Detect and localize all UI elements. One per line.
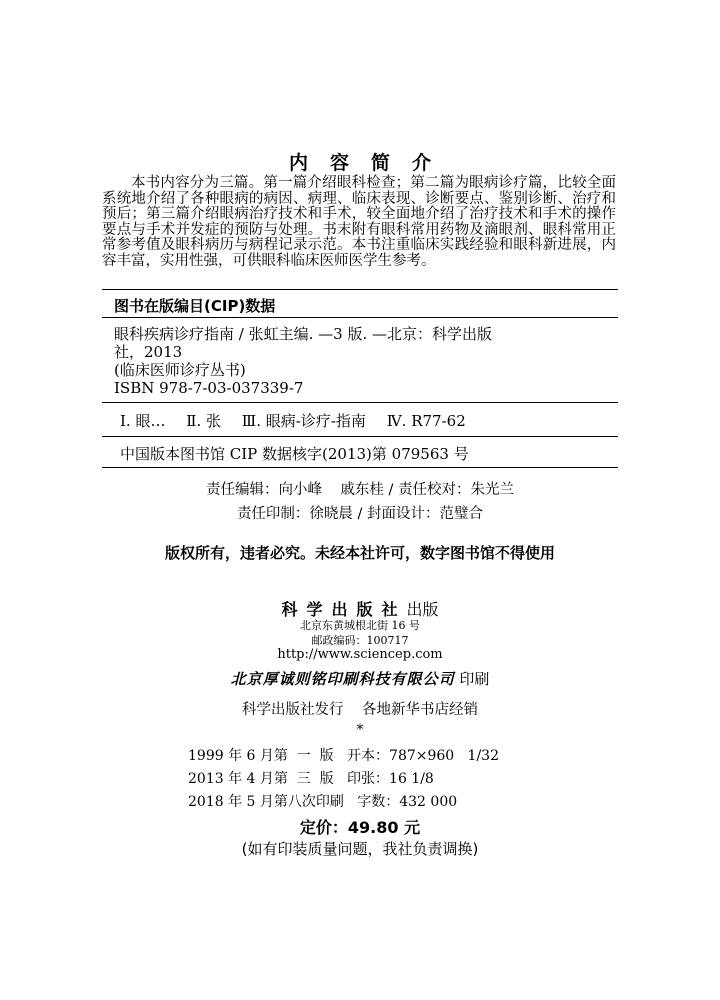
classification-item: Ⅲ. 眼病-诊疗-指南 bbox=[241, 412, 366, 430]
copyright-notice: 版权所有，违者必究。未经本社许可，数字图书馆不得使用 bbox=[164, 544, 555, 562]
classification-item: Ⅰ. 眼… bbox=[120, 412, 166, 430]
divider bbox=[102, 436, 618, 437]
summary-paragraph: 本书内容分为三篇。第一篇介绍眼科检查；第二篇为眼病诊疗篇，比较全面系统地介绍了各种眼病的病因、病理、临床表现、诊断要点、鉴别诊断、治疗和预后；第三篇介绍眼病治疗技术和手术，较全面地介绍了治疗技术和手术的操作要点与手术并发症的预防与处理。书末附有眼科常用药物及滴眼剂、眼科常用正常参考值及眼科病历与病程记录示范。本书注重临床实践经验和眼科新进展，内容丰富，实用性强，可供眼科临床医师医学生参考。 bbox=[102, 175, 616, 269]
price: 定价：49.80 元 bbox=[299, 818, 421, 837]
publisher-url: http://www.sciencep.com bbox=[277, 647, 443, 662]
cip-isbn: ISBN 978-7-03-037339-7 bbox=[114, 379, 304, 397]
publisher-address: 北京东黄城根北街 16 号 bbox=[300, 619, 420, 632]
edition-line-2: 2013 年 4 月第 三 版 印张：16 1/8 bbox=[188, 771, 434, 787]
page-title: 内容简介 bbox=[288, 152, 453, 174]
printer-name: 北京厚诚则铭印刷科技有限公司 bbox=[230, 670, 455, 688]
divider bbox=[102, 402, 618, 403]
cip-series: (临床医师诊疗丛书) bbox=[114, 361, 246, 379]
summary-text bbox=[102, 176, 616, 269]
cip-heading: 图书在版编目(CIP)数据 bbox=[114, 297, 276, 315]
distribution-line: 科学出版社发行 各地新华书店经销 bbox=[242, 702, 478, 718]
printer-suffix: 印刷 bbox=[459, 670, 490, 688]
printer-line bbox=[0, 668, 720, 689]
divider bbox=[102, 317, 618, 318]
quality-note: (如有印装质量问题，我社负责调换) bbox=[241, 840, 479, 858]
cip-record-line-2: 社，2013 bbox=[114, 343, 183, 361]
cip-number: 中国版本图书馆 CIP 数据核字(2013)第 079563 号 bbox=[120, 445, 469, 463]
classification-line bbox=[120, 410, 482, 431]
staff-line-1: 责任编辑：向小峰 戚东桂 / 责任校对：朱光兰 bbox=[205, 482, 515, 498]
divider bbox=[102, 289, 618, 290]
separator-star: * bbox=[356, 722, 364, 738]
classification-item: Ⅳ. R77-62 bbox=[386, 412, 466, 430]
edition-line-1: 1999 年 6 月第 一 版 开本：787×960 1/32 bbox=[188, 748, 500, 764]
publisher-suffix: 出版 bbox=[406, 600, 439, 619]
divider bbox=[102, 467, 618, 468]
staff-line-2: 责任印制：徐晓晨 / 封面设计：范璧合 bbox=[236, 506, 484, 522]
cip-record-line-1: 眼科疾病诊疗指南 / 张虹主编. —3 版. —北京：科学出版 bbox=[114, 325, 492, 343]
publisher-postcode: 邮政编码：100717 bbox=[311, 634, 409, 647]
publisher-name: 科学出版社 bbox=[281, 600, 407, 619]
edition-line-3: 2018 年 5 月第八次印刷 字数：432 000 bbox=[188, 794, 458, 810]
classification-item: Ⅱ. 张 bbox=[186, 412, 221, 430]
